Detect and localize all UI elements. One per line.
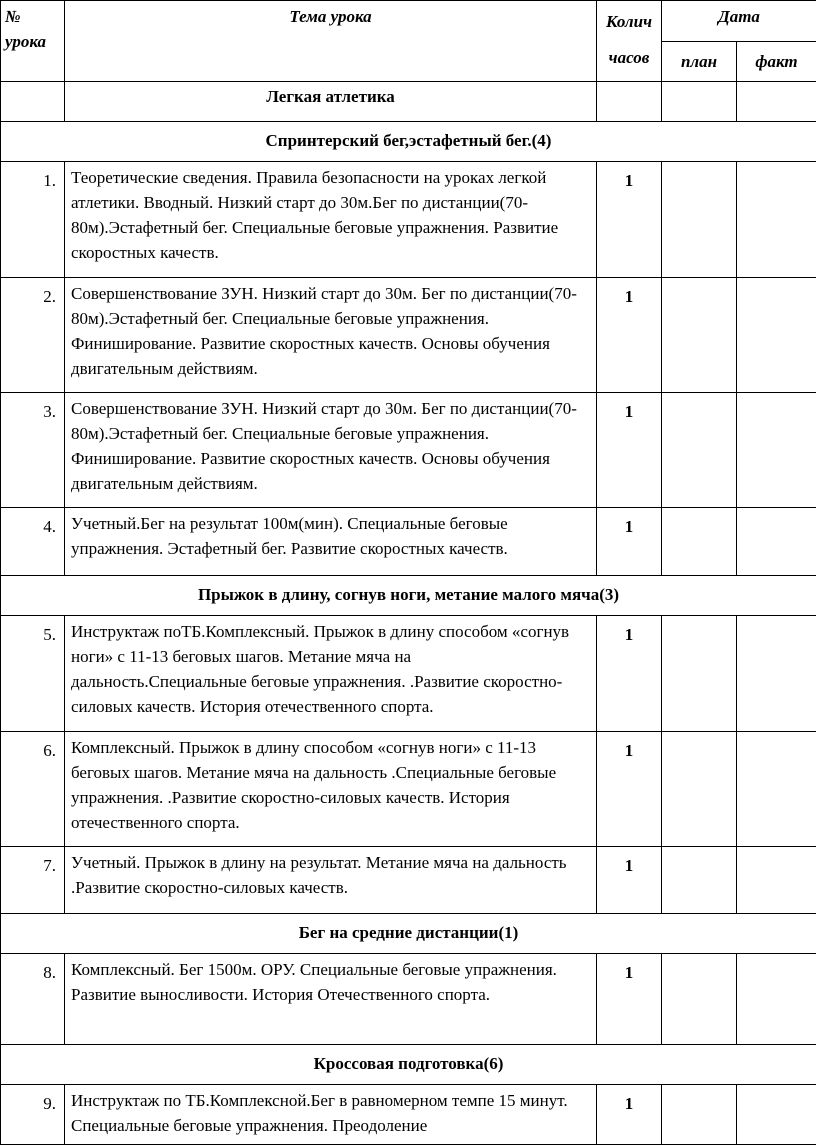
fact-date-cell <box>737 616 816 732</box>
lesson-hours: 1 <box>597 278 662 393</box>
lesson-hours: 1 <box>597 847 662 914</box>
section-title: Кроссовая подготовка(6) <box>1 1045 816 1085</box>
lesson-number: 4. <box>1 508 65 576</box>
plan-date-cell <box>662 393 737 508</box>
plan-date-cell <box>662 162 737 278</box>
fact-date-cell <box>737 954 816 1045</box>
lesson-theme: Комплексный. Прыжок в длину способом «согнув ноги» с 11-13 беговых шагов. Метание мяча на дальность .Специальные беговые упражнения. .Развитие скоростно-силовых качеств. История отечественного спорта. <box>65 732 597 847</box>
plan-date-cell <box>662 732 737 847</box>
lesson-hours: 1 <box>597 393 662 508</box>
lesson-theme: Комплексный. Бег 1500м. ОРУ. Специальные беговые упражнения. Развитие выносливости. История Отечественного спорта. <box>65 954 597 1045</box>
fact-date-cell <box>737 847 816 914</box>
lesson-number: 9. <box>1 1085 65 1145</box>
header-hours-count: Колич часов <box>597 1 662 82</box>
section-title: Бег на средние дистанции(1) <box>1 914 816 954</box>
plan-date-cell <box>662 1085 737 1145</box>
lesson-number: 5. <box>1 616 65 732</box>
lesson-theme: Совершенствование ЗУН. Низкий старт до 30м. Бег по дистанции(70-80м).Эстафетный бег. Специальные беговые упражнения. Финиширование. Развитие скоростных качеств. Основы обучения двигательным действиям. <box>65 393 597 508</box>
lesson-number: 2. <box>1 278 65 393</box>
header-date: Дата <box>662 1 816 42</box>
section-title: Прыжок в длину, согнув ноги, метание малого мяча(3) <box>1 576 816 616</box>
lesson-number: 1. <box>1 162 65 278</box>
lesson-number: 6. <box>1 732 65 847</box>
lesson-theme: Инструктаж по ТБ.Комплексной.Бег в равномерном темпе 15 минут. Специальные беговые упражнения. Преодоление <box>65 1085 597 1145</box>
header-fact: факт <box>737 42 816 82</box>
lesson-theme: Инструктаж поТБ.Комплексный. Прыжок в длину способом «согнув ноги» с 11-13 беговых шагов. Метание мяча на дальность.Специальные беговые упражнения. .Развитие скоростно-силовых качеств. История отечественного спорта. <box>65 616 597 732</box>
fact-date-cell <box>737 278 816 393</box>
lesson-hours: 1 <box>597 508 662 576</box>
empty-cell <box>662 82 737 122</box>
fact-date-cell <box>737 1085 816 1145</box>
fact-date-cell <box>737 393 816 508</box>
lesson-hours: 1 <box>597 732 662 847</box>
fact-date-cell <box>737 162 816 278</box>
empty-cell <box>597 82 662 122</box>
header-lesson-theme: Тема урока <box>65 1 597 82</box>
section-title: Спринтерский бег,эстафетный бег.(4) <box>1 122 816 162</box>
section-main-title: Легкая атлетика <box>65 82 597 122</box>
lesson-theme: Учетный. Прыжок в длину на результат. Метание мяча на дальность .Развитие скоростно-силовых качеств. <box>65 847 597 914</box>
plan-date-cell <box>662 616 737 732</box>
lesson-theme: Учетный.Бег на результат 100м(мин). Специальные беговые упражнения. Эстафетный бег. Развитие скоростных качеств. <box>65 508 597 576</box>
fact-date-cell <box>737 732 816 847</box>
lesson-theme: Совершенствование ЗУН. Низкий старт до 30м. Бег по дистанции(70-80м).Эстафетный бег. Специальные беговые упражнения. Финиширование. Развитие скоростных качеств. Основы обучения двигательным действиям. <box>65 278 597 393</box>
lesson-hours: 1 <box>597 616 662 732</box>
plan-date-cell <box>662 954 737 1045</box>
lesson-theme: Теоретические сведения. Правила безопасности на уроках легкой атлетики. Вводный. Низкий старт до 30м.Бег по дистанции(70-80м).Эстафетный бег. Специальные беговые упражнения. Развитие скоростных качеств. <box>65 162 597 278</box>
plan-date-cell <box>662 847 737 914</box>
lesson-number: 7. <box>1 847 65 914</box>
header-lesson-number: № урока <box>1 1 65 82</box>
empty-cell <box>737 82 816 122</box>
lesson-number: 8. <box>1 954 65 1045</box>
lesson-hours: 1 <box>597 162 662 278</box>
fact-date-cell <box>737 508 816 576</box>
lesson-hours: 1 <box>597 1085 662 1145</box>
plan-date-cell <box>662 278 737 393</box>
empty-cell <box>1 82 65 122</box>
lesson-hours: 1 <box>597 954 662 1045</box>
header-plan: план <box>662 42 737 82</box>
plan-date-cell <box>662 508 737 576</box>
lesson-number: 3. <box>1 393 65 508</box>
